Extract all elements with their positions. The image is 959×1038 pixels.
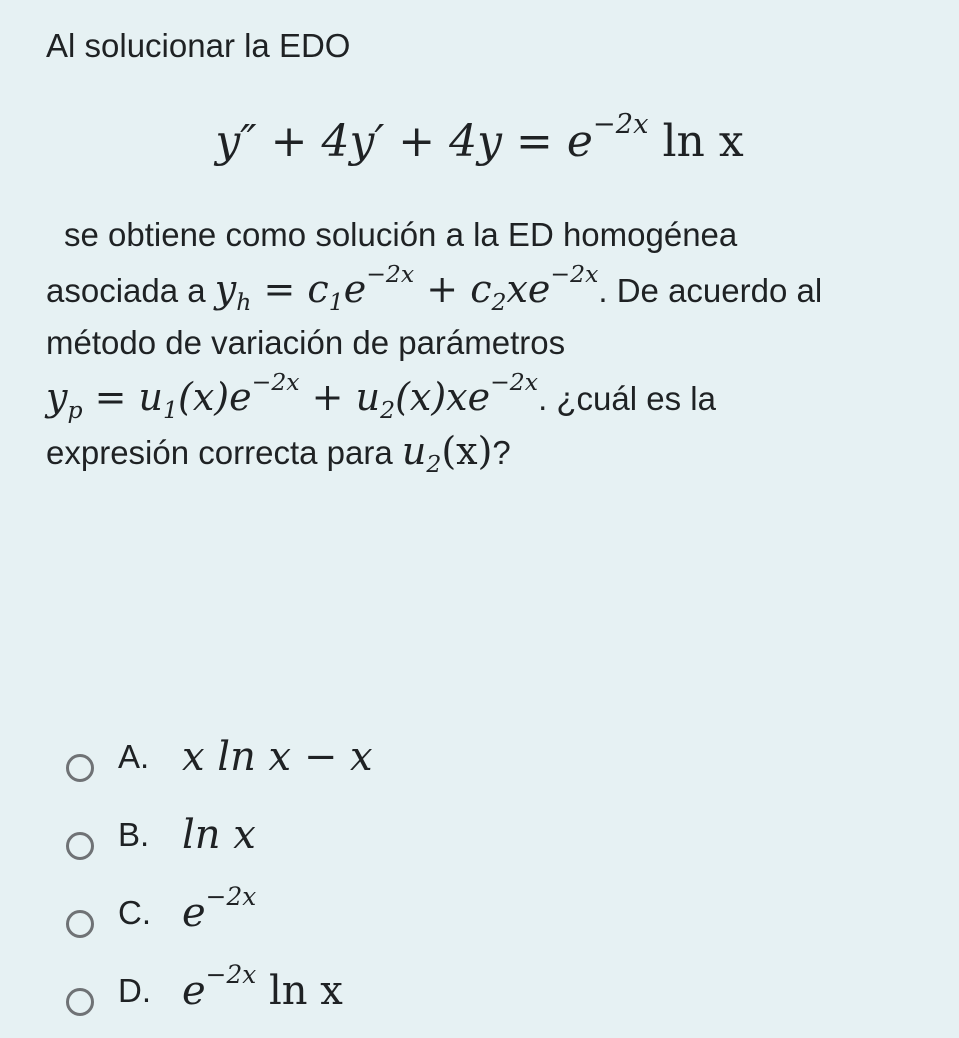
u2-expression: $u_2(x)$ — [401, 429, 493, 479]
radio-button-c[interactable] — [66, 910, 94, 938]
question-line-5: expresión correcta para $u_2(x)$? — [46, 429, 511, 479]
option-expression: ln x — [182, 812, 256, 858]
question-intro: Al solucionar la EDO — [46, 27, 351, 64]
question-line-2: asociada a $y_h = c_1e^{-2x} + c_2xe^{-2x}$. De acuerdo al — [46, 259, 823, 317]
option-expression: x ln x − x — [182, 734, 373, 780]
question-line-3: método de variación de parámetros — [46, 324, 566, 361]
option-letter: B. — [118, 816, 150, 853]
answer-options — [66, 718, 373, 1030]
differential-equation: $y'' + 4y' + 4y = e^{-2x}$ ln x — [215, 108, 744, 167]
radio-button-a[interactable] — [66, 754, 94, 782]
question-body — [46, 208, 926, 478]
option-a[interactable] — [66, 718, 373, 796]
question-line-1: se obtiene como solución a la ED homogénea — [64, 216, 738, 253]
option-d[interactable] — [66, 952, 373, 1030]
radio-button-d[interactable] — [66, 988, 94, 1016]
option-letter: C. — [118, 894, 151, 931]
question-line-4: $y_p = u_1(x)e^{-2x} + u_2(x)xe^{-2x}$. ¿cuál es la — [46, 367, 716, 425]
option-letter: A. — [118, 738, 150, 775]
homogeneous-solution: $y_h = c_1e^{-2x} + c_2xe^{-2x}$ — [214, 259, 599, 317]
option-expression: $e^{-2x}$ ln x — [182, 959, 343, 1014]
option-expression: $e^{-2x}$ — [182, 881, 257, 936]
radio-button-b[interactable] — [66, 832, 94, 860]
option-b[interactable] — [66, 796, 373, 874]
option-letter: D. — [118, 972, 151, 1009]
particular-solution: $y_p = u_1(x)e^{-2x} + u_2(x)xe^{-2x}$ — [46, 367, 539, 425]
option-c[interactable] — [66, 874, 373, 952]
